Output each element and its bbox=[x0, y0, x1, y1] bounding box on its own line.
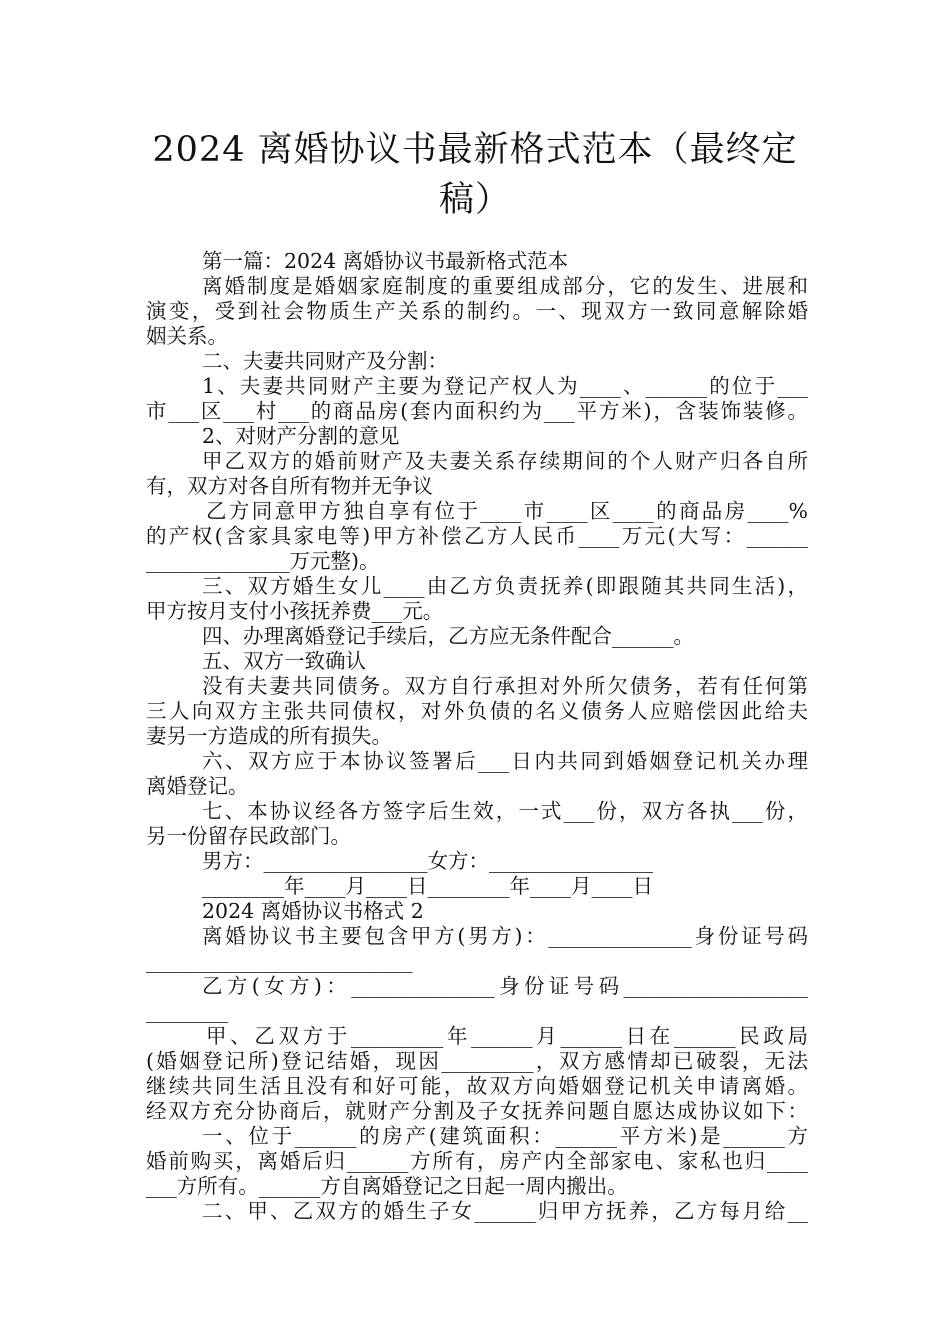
paragraph-line: ___方所有。______方自离婚登记之日起一周内搬出。 bbox=[146, 1174, 628, 1198]
paragraph-line: 有，双方对各自所有物并无争议 bbox=[146, 474, 433, 498]
paragraph-line: ________ bbox=[146, 999, 228, 1023]
paragraph-line: 三人向双方主张共同债权，对外负债的名义债务人应赔偿因此给夫 bbox=[146, 699, 808, 723]
paragraph-line: 妻另一方造成的所有损失。 bbox=[146, 724, 392, 748]
paragraph-line: 六、双方应于本协议签署后___日内共同到婚姻登记机关办理 bbox=[202, 749, 808, 773]
paragraph-line: 三、双方婚生女儿____由乙方负责抚养(即跟随其共同生活)， bbox=[202, 574, 808, 598]
paragraph-line: 五、双方一致确认 bbox=[202, 649, 366, 673]
paragraph-line: 二、甲、乙双方的婚生子女______归甲方抚养，乙方每月给__ bbox=[202, 1199, 808, 1223]
paragraph-line: 婚前购买，离婚后归______方所有，房产内全部家电、家私也归____ bbox=[146, 1149, 808, 1173]
paragraph-line: 的产权(含家具家电等)甲方补偿乙方人民币____万元(大写：______ bbox=[146, 524, 808, 548]
paragraph-line: 1、夫妻共同财产主要为登记产权人为____、______的位于___ bbox=[202, 374, 808, 398]
paragraph-line: 演变，受到社会物质生产关系的制约。一、现双方一致同意解除婚 bbox=[146, 299, 808, 323]
paragraph-line: 一、位于______的房产(建筑面积：______平方米)是______方 bbox=[202, 1124, 808, 1148]
section-heading: 第一篇：2024 离婚协议书最新格式范本 bbox=[202, 249, 569, 273]
paragraph-line: 继续共同生活且没有和好可能，故双方向婚姻登记机关申请离婚。 bbox=[146, 1074, 808, 1098]
paragraph-line: 甲方按月支付小孩抚养费___元。 bbox=[146, 599, 444, 623]
paragraph-line: 离婚登记。 bbox=[146, 774, 249, 798]
paragraph-line: 另一份留存民政部门。 bbox=[146, 824, 351, 848]
paragraph-line: 甲乙双方的婚前财产及夫妻关系存续期间的个人财产归各自所 bbox=[202, 449, 808, 473]
paragraph-line: 乙方同意甲方独自享有位于____市____区____的商品房____% bbox=[206, 499, 808, 523]
paragraph-line: 没有夫妻共同债务。双方自行承担对外所欠债务，若有任何第 bbox=[202, 674, 808, 698]
signature-line: 男方：________________女方：________________ bbox=[202, 849, 653, 873]
paragraph-line: 四、办理离婚登记手续后，乙方应无条件配合______。 bbox=[202, 624, 694, 648]
paragraph-line: 乙方(女方)：______________身份证号码__________________ bbox=[202, 974, 808, 998]
document-title-line-1: 2024 离婚协议书最新格式范本（最终定 bbox=[152, 130, 798, 170]
paragraph-line: 2、对财产分割的意见 bbox=[202, 424, 400, 448]
document-title-line-2: 稿） bbox=[438, 180, 511, 220]
date-line: ________年____月____日________年____月____日 bbox=[202, 874, 653, 898]
section-heading: 2024 离婚协议书格式 2 bbox=[202, 899, 424, 923]
paragraph-line: 二、夫妻共同财产及分割： bbox=[202, 349, 448, 373]
paragraph-line: ______________万元整)。 bbox=[146, 549, 380, 573]
paragraph-line: 甲、乙双方于_________年______月______日在______民政局 bbox=[206, 1024, 808, 1048]
paragraph-line: (婚姻登记所)登记结婚，现因_________，双方感情却已破裂，无法 bbox=[146, 1049, 808, 1073]
paragraph-line: 姻关系。 bbox=[146, 324, 228, 348]
paragraph-line: 市___区___村___的商品房(套内面积约为___平方米)，含装饰装修。 bbox=[146, 399, 808, 423]
paragraph-line: 离婚协议书主要包含甲方(男方)：______________身份证号码 bbox=[202, 924, 808, 948]
paragraph-line: __________________________ bbox=[146, 949, 413, 973]
paragraph-line: 经双方充分协商后，就财产分割及子女抚养问题自愿达成协议如下： bbox=[146, 1099, 808, 1123]
paragraph-line: 离婚制度是婚姻家庭制度的重要组成部分，它的发生、进展和 bbox=[202, 274, 808, 298]
paragraph-line: 七、本协议经各方签字后生效，一式___份，双方各执___份， bbox=[202, 799, 808, 823]
